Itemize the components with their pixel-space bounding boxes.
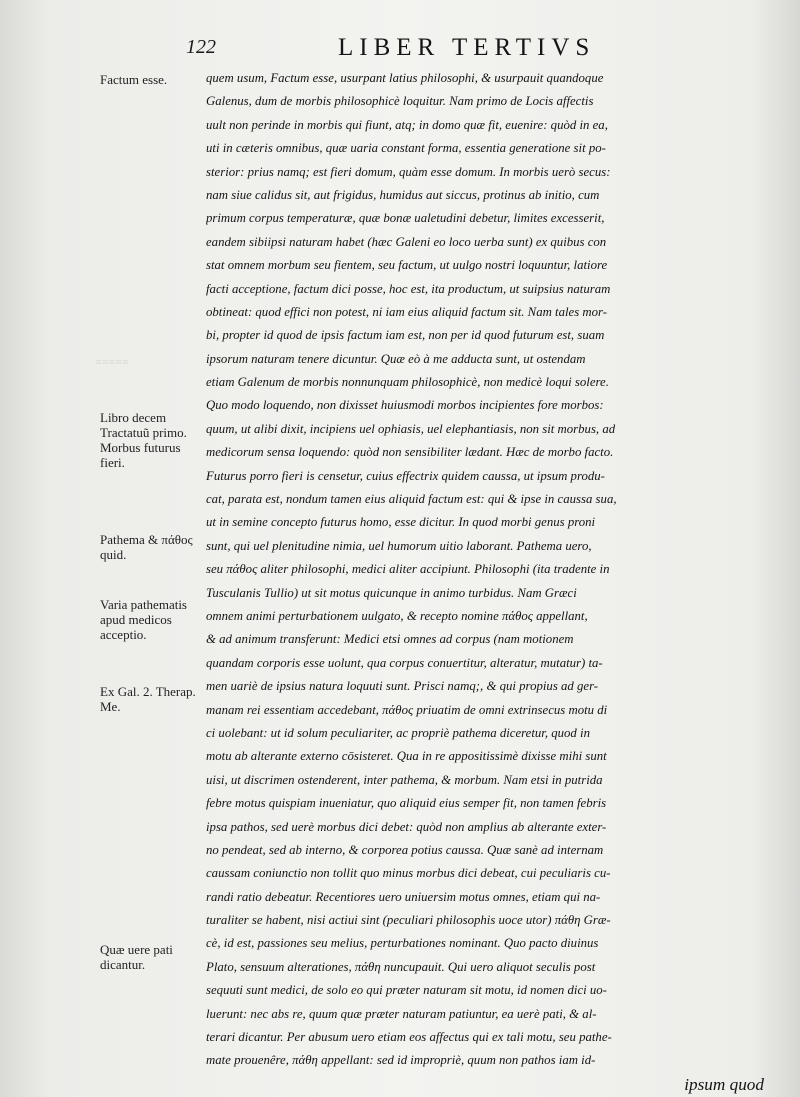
margin-note: Pathema & πάθος quid. [100,532,193,562]
body-text [206,67,788,1096]
margin-note: Varia pathematis apud medicos acceptio. [100,597,187,642]
text-line: terari dicantur. Per abusum uero etiam eos affectus qui ex tali motu, seu pathe- [206,1030,612,1045]
page-header [0,36,800,66]
text-line: obtineat: quod effici non potest, ni iam eius aliquid factum sit. Nam tales mor- [206,304,608,319]
text-line: stat omnem morbum seu fientem, seu factum, ut uulgo nostri loquuntur, latiore [206,258,608,273]
text-line: Futurus porro fieri is censetur, cuius effectrix quidem caussa, ut ipsum produ- [206,468,605,483]
text-line: quum, ut alibi dixit, incipiens uel ophiasis, uel elephantiasis, non sit morbus, ad [206,421,616,436]
text-line: manam rei essentiam accedebant, πάθος priuatim de omni extrinsecus motu di [206,702,608,717]
text-line: ipsum quod [684,1074,764,1094]
text-line: Galenus, dum de morbis philosophicè loquitur. Nam primo de Locis affectis [206,94,594,109]
text-line: eandem sibiipsi naturam habet (hæc Galeni eo loco uerba sunt) ex quibus con [206,234,607,249]
text-line: no pendeat, sed ab interno, & corporea potius caussa. Quæ sanè ad internam [206,842,604,857]
text-line: ipsa pathos, sed uerè morbus dici debet: quòd non amplius ab alterante exter- [206,819,607,834]
text-line: ipsorum naturam tenere dicuntur. Quæ eò à me adducta sunt, ut ostendam [206,351,586,366]
text-line: luerunt: nec abs re, quum quæ præter naturam patiuntur, ea uerè pati, & al- [206,1006,597,1021]
text-line: caussam coniunctio non tollit quo minus morbus dici debeat, cui peculiaris cu- [206,866,611,881]
text-line: seu πάθος aliter philosophi, medici aliter accipiunt. Philosophi (ita tradente in [206,562,610,577]
text-line: sterior: prius namq; est fieri domum, quàm esse domum. In morbis uerò secus: [206,164,611,179]
bleed-through-text: ≡≡≡≡≡ [95,355,129,369]
text-line: ci uolebant: ut id solum peculiariter, ac propriè pathema diceretur, quod in [206,725,590,740]
text-line: medicorum sensa loquendo: quòd non sensibiliter lædant. Hæc de morbo facto. [206,445,614,460]
text-line: uult non perinde in morbis qui fiunt, atq; in domo quæ fit, euenire: quòd in ea, [206,117,608,132]
text-line: febre motus quispiam inueniatur, quo aliquid eius semper fit, non tamen febris [206,796,607,811]
text-line: turaliter se habent, nisi actiui sint (peculiari philosophis uoce utor) πάθη Græ- [206,913,611,928]
text-line: omnem animi perturbationem uulgato, & recepto nomine πάθος appellant, [206,608,588,623]
text-line: Quo modo loquendo, non dixisset huiusmodi morbos incipientes fore morbos: [206,398,604,413]
text-line: cè, id est, passiones seu melius, perturbationes nominant. Quo pacto diuinus [206,936,599,951]
text-line: Plato, sensuum alterationes, πάθη nuncupauit. Qui uero aliquot seculis post [206,959,596,974]
text-line: motu ab alterante externo cōsisteret. Qua in re appositissimè dixisse mihi sunt [206,749,607,764]
margin-note: Libro decem Tractatuũ primo. Morbus futurus fieri. [100,410,187,470]
text-line: sequuti sunt medici, de solo eo qui præter naturam sit motu, id nomen dici uo- [206,983,607,998]
text-line: bi, propter id quod de ipsis factum iam est, non per id quod futurum est, suam [206,328,605,343]
text-line: quandam corporis esse uolunt, qua corpus conuertitur, alteratur, mutatur) ta- [206,655,603,670]
text-line: Tusculanis Tullio) ut sit motus quicunque in animo turbidus. Nam Græci [206,585,577,600]
margin-note: Ex Gal. 2. Therap. Me. [100,684,196,714]
text-line: randi ratio debeatur. Recentiores uero uniuersim motus omnes, etiam qui na- [206,889,601,904]
text-line: cat, parata est, nondum tamen eius aliquid factum est: qui & ipse in caussa sua, [206,492,617,507]
text-line: etiam Galenum de morbis nonnunquam philosophicè, non medicè loqui solere. [206,375,609,390]
text-line: sunt, qui uel plenitudine nimia, uel humorum uitio laborant. Pathema uero, [206,538,592,553]
text-line: uti in cæteris omnibus, quæ uaria constant forma, essentia generatione sit po- [206,141,606,156]
text-line: ut in semine concepto futurus homo, esse dicitur. In quod morbi genus proni [206,515,596,530]
margin-note: Factum esse. [100,72,168,87]
text-line: & ad animum transferunt: Medici etsi omnes ad corpus (nam motionem [206,632,574,647]
page-number: 122 [186,36,216,58]
text-line: men uariè de ipsius natura loquuti sunt. Prisci namq;, & qui propius ad ger- [206,679,599,694]
margin-note: Quæ uere pati dicantur. [100,942,173,972]
text-line: uisi, ut discrimen ostenderent, inter pathema, & morbum. Nam etsi in putrida [206,772,603,787]
text-line: mate prouenêre, πάθη appellant: sed id impropriè, quum non pathos iam id- [206,1053,596,1068]
text-line: quem usum, Factum esse, usurpant latius philosophi, & usurpauit quandoque [206,71,604,85]
running-head: LIBER TERTIVS [338,34,596,61]
text-line: facti acceptione, factum dici posse, hoc est, ita productum, ut suipsius naturam [206,281,611,296]
text-line: nam siue calidus sit, aut frigidus, humidus aut siccus, protinus ab initio, cum [206,187,600,202]
text-line: primum corpus temperaturæ, quæ bonæ ualetudini debetur, limites excesserit, [206,211,605,226]
